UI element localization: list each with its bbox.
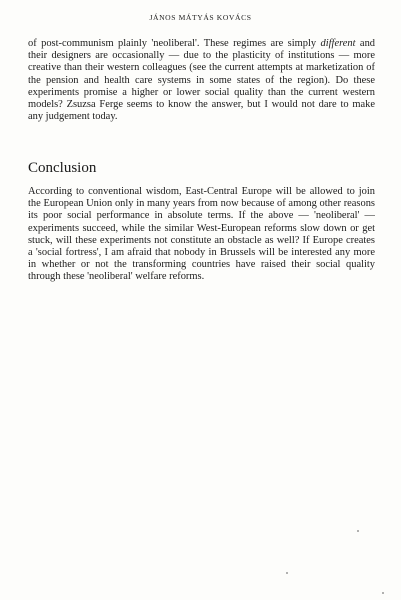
running-head: JÁNOS MÁTYÁS KOVÁCS: [149, 13, 252, 22]
scan-speck: [286, 572, 288, 574]
paragraph-text-start: of post-communism plainly 'neoliberal'. These regimes are simply: [28, 38, 321, 49]
section-heading: Conclusion: [28, 160, 97, 176]
emphasized-word: different: [320, 38, 356, 49]
scan-speck: [357, 530, 359, 532]
paragraph-continued: [28, 38, 375, 123]
conclusion-paragraph: According to conventional wisdom, East-Central Europe will be allowed to join the European Union only in many years from now because of among other reasons its poor social performance in absolute terms. If the above — 'neoliberal' — experiments succeed, while the similar West-European reforms slow down or get stuck, will these experiments not constitute an obstacle as well? If Europe creates a 'social fortress', I am afraid that nobody in Brussels will be interested any more in whether or not the transforming countries have raised their social quality through these 'neoliberal' welfare reforms.: [28, 186, 375, 283]
scan-speck: [382, 592, 384, 594]
paragraph-text-end: and their designers are occasionally — due to the plasticity of institutions — more creative than their western colleagues (see the current attempts at marketization of the pension and health care systems in some states of the region). Do these experiments promise a higher or lower social quality than the current western models? Zsuzsa Ferge seems to know the answer, but I would not dare to make any judgement today.: [28, 38, 376, 123]
